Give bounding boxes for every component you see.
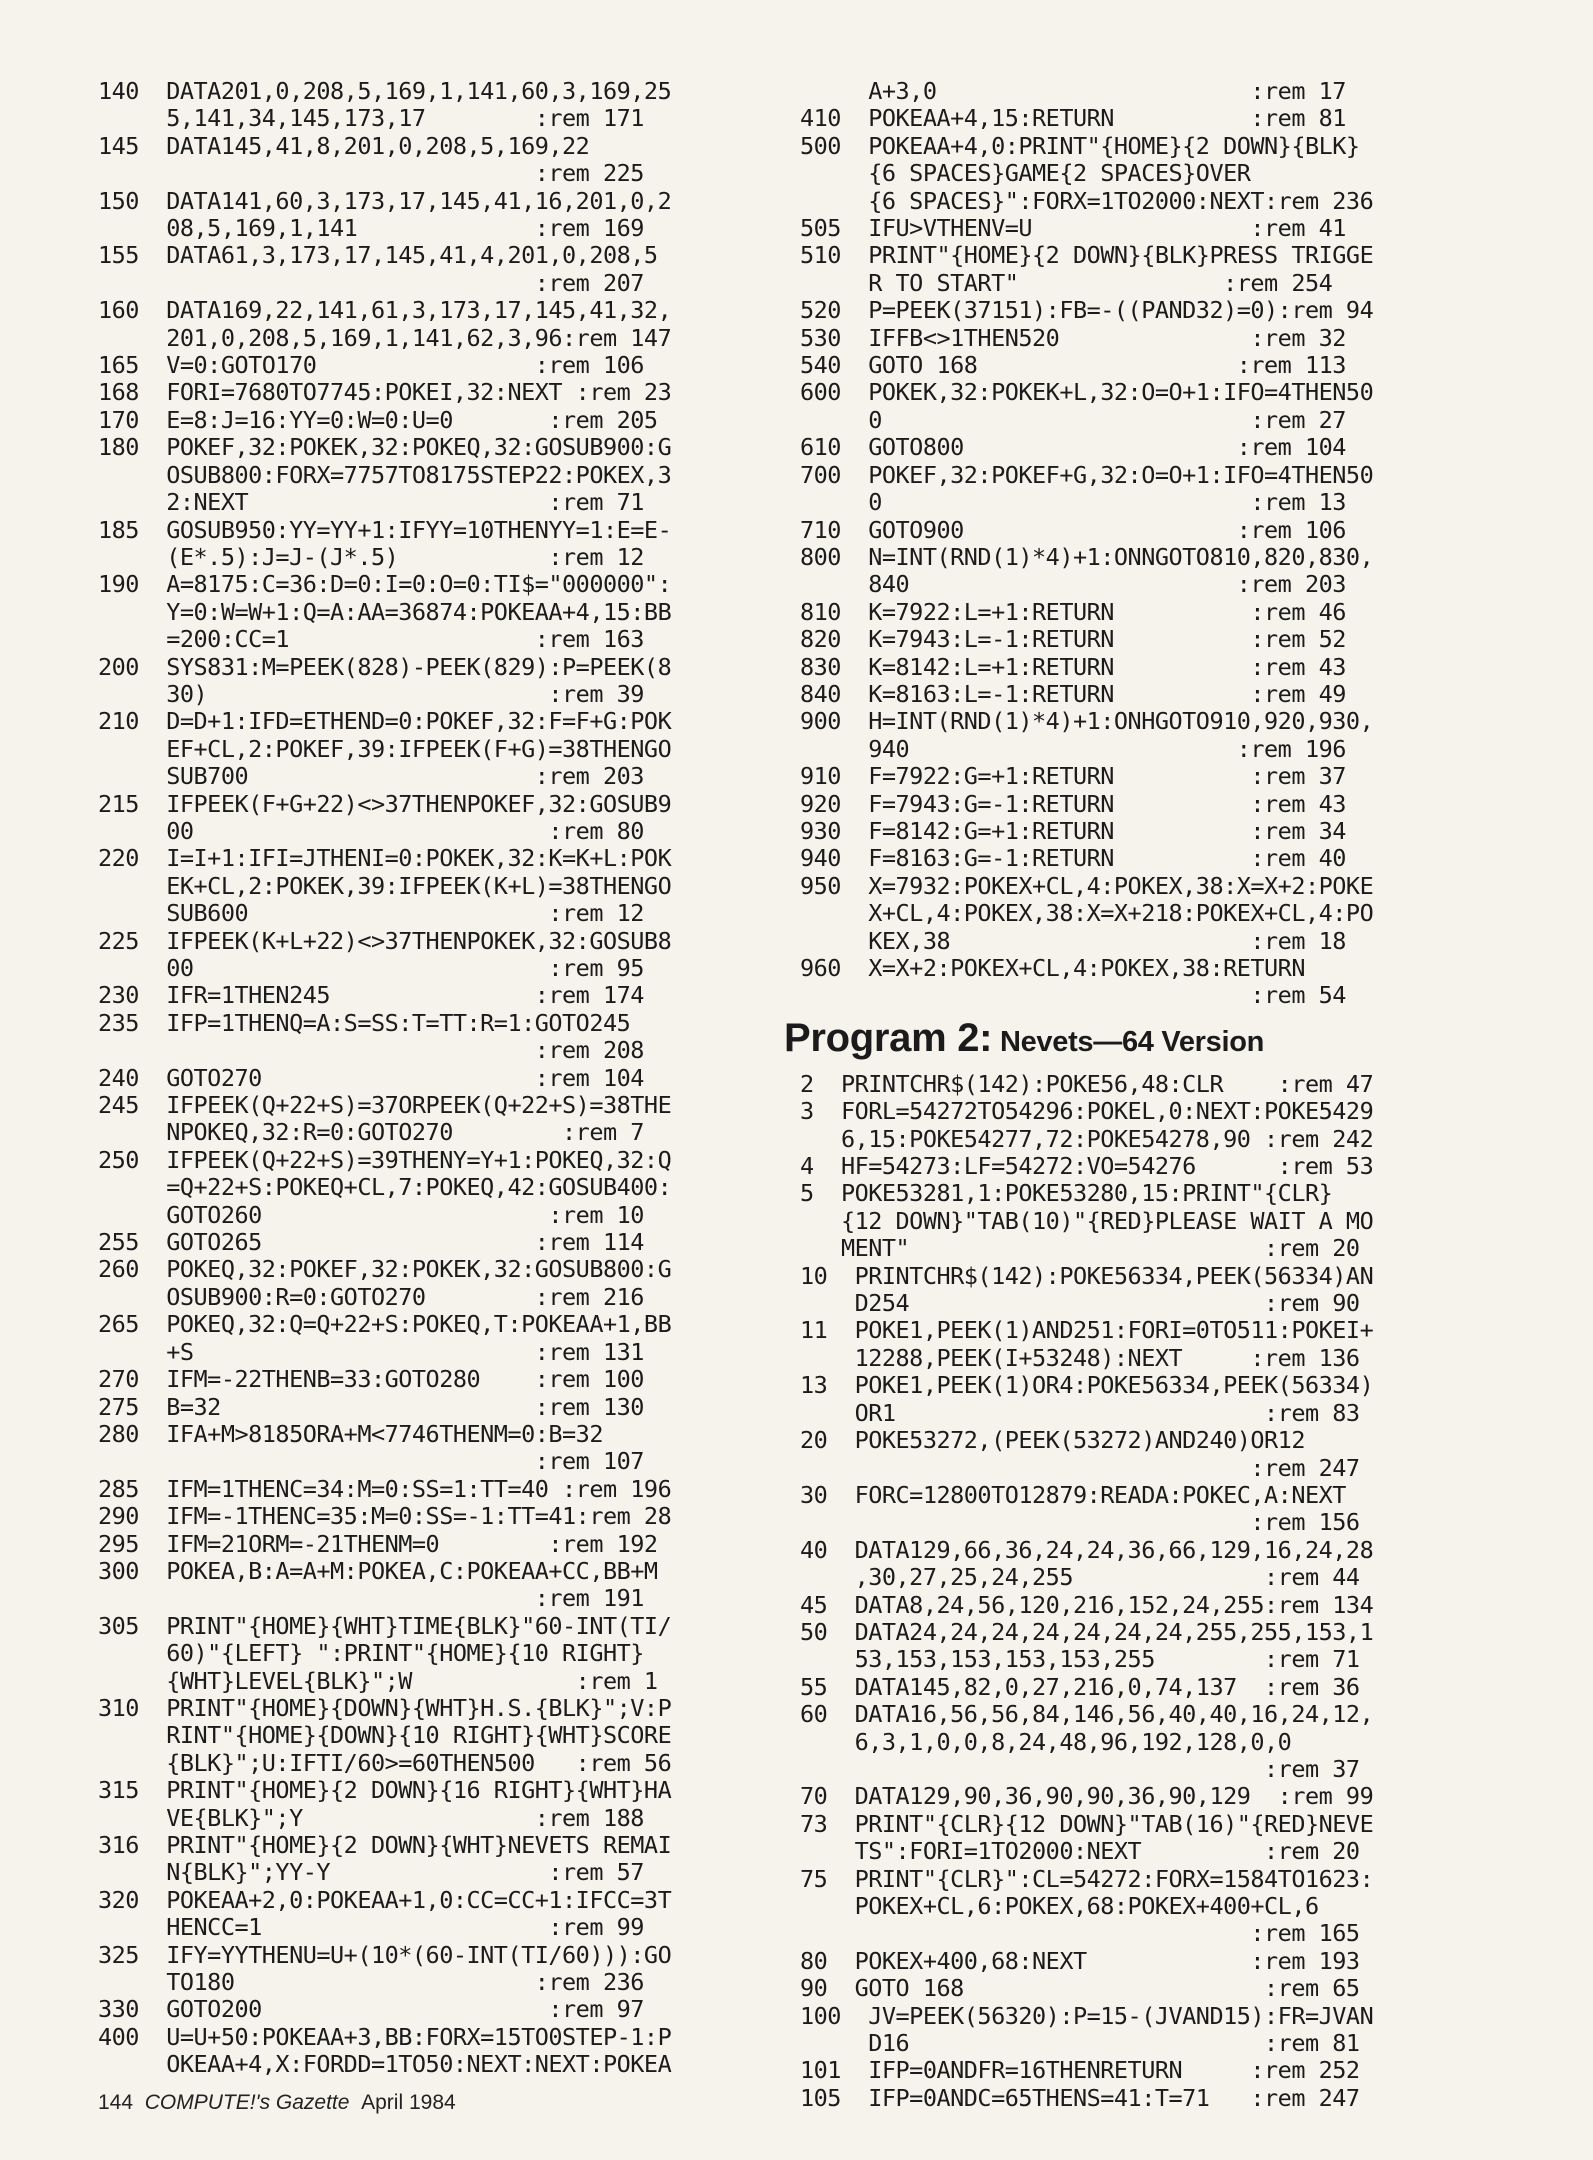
code-line: :rem 247	[800, 1453, 1360, 1482]
code-line: =200:CC=1 :rem 163	[98, 625, 644, 654]
code-line: 140 DATA201,0,208,5,169,1,141,60,3,169,25	[98, 77, 672, 105]
code-line: 2 PRINTCHR$(142):POKE56,48:CLR :rem 47	[800, 1069, 1374, 1098]
program-2-label: Program 2:	[784, 1015, 993, 1060]
code-line: 810 K=7922:L=+1:RETURN :rem 46	[800, 597, 1346, 626]
code-line: 60)"{LEFT} ":PRINT"{HOME}{10 RIGHT}	[98, 1639, 644, 1668]
code-line: =Q+22+S:POKEQ+CL,7:POKEQ,42:GOSUB400:	[98, 1173, 672, 1202]
code-line: 320 POKEAA+2,0:POKEAA+1,0:CC=CC+1:IFCC=3T	[98, 1885, 672, 1914]
code-line: 285 IFM=1THENC=34:M=0:SS=1:TT=40 :rem 196	[98, 1474, 672, 1503]
code-line: 3 FORL=54272TO54296:POKEL,0:NEXT:POKE5429	[800, 1097, 1374, 1126]
code-line: 235 IFP=1THENQ=A:S=SS:T=TT:R=1:GOTO245	[98, 1008, 631, 1037]
code-line: 290 IFM=-1THENC=35:M=0:SS=-1:TT=41:rem 28	[98, 1502, 672, 1531]
code-line: 840 :rem 203	[800, 570, 1346, 599]
code-line: :rem 37	[800, 1754, 1360, 1783]
code-line: POKEX+CL,6:POKEX,68:POKEX+400+CL,6	[800, 1892, 1319, 1920]
code-line: 910 F=7922:G=+1:RETURN :rem 37	[800, 762, 1346, 791]
code-line: 610 GOTO800 :rem 104	[800, 433, 1346, 462]
code-line: {WHT}LEVEL{BLK}";W :rem 1	[98, 1666, 658, 1695]
code-line: 50 DATA24,24,24,24,24,24,24,255,255,153,1	[800, 1617, 1374, 1646]
code-line: :rem 107	[98, 1447, 644, 1476]
program-2-listing	[800, 1071, 1476, 2112]
code-line: 295 IFM=21ORM=-21THENM=0 :rem 192	[98, 1529, 658, 1558]
code-line: 180 POKEF,32:POKEK,32:POKEQ,32:GOSUB900:G	[98, 433, 672, 462]
code-line: 400 U=U+50:POKEAA+3,BB:FORX=15TO0STEP-1:P	[98, 2022, 672, 2051]
code-line: SUB600 :rem 12	[98, 899, 644, 928]
code-line: 710 GOTO900 :rem 106	[800, 515, 1346, 544]
code-line: 830 K=8142:L=+1:RETURN :rem 43	[800, 652, 1346, 681]
code-line: 840 K=8163:L=-1:RETURN :rem 49	[800, 679, 1346, 708]
code-line: 900 H=INT(RND(1)*4)+1:ONHGOTO910,920,930,	[800, 707, 1374, 736]
code-line: 155 DATA61,3,173,17,145,41,4,201,0,208,5	[98, 241, 658, 270]
code-line: 90 GOTO 168 :rem 65	[800, 1974, 1360, 2003]
code-line: 60 DATA16,56,56,84,146,56,40,40,16,24,12,	[800, 1700, 1374, 1729]
code-line: 100 JV=PEEK(56320):P=15-(JVAND15):FR=JVAN	[800, 2001, 1374, 2030]
code-line: 260 POKEQ,32:POKEF,32:POKEK,32:GOSUB800:G	[98, 1255, 672, 1284]
code-line: :rem 191	[98, 1584, 644, 1613]
code-line: TO180 :rem 236	[98, 1968, 644, 1997]
code-line: 00 :rem 80	[98, 816, 644, 845]
code-line: 510 PRINT"{HOME}{2 DOWN}{BLK}PRESS TRIGGE	[800, 241, 1374, 270]
code-line: SUB700 :rem 203	[98, 762, 644, 791]
code-line: MENT" :rem 20	[800, 1234, 1360, 1263]
code-line: 275 B=32 :rem 130	[98, 1392, 644, 1421]
program-2-heading	[784, 1016, 1476, 1061]
code-line: 0 :rem 27	[800, 405, 1346, 434]
code-line: 73 PRINT"{CLR}{12 DOWN}"TAB(16)"{RED}NEVE	[800, 1809, 1374, 1838]
code-line: 30) :rem 39	[98, 679, 644, 708]
code-line: 20 POKE53272,(PEEK(53272)AND240)OR12	[800, 1426, 1305, 1455]
program-1-listing-continued	[800, 78, 1476, 1010]
code-line: 210 D=D+1:IFD=ETHEND=0:POKEF,32:F=F+G:POK	[98, 707, 672, 736]
code-line: 600 POKEK,32:POKEK+L,32:O=O+1:IFO=4THEN50	[800, 378, 1374, 407]
code-line: +S :rem 131	[98, 1337, 644, 1366]
code-line: 70 DATA129,90,36,90,90,36,90,129 :rem 99	[800, 1782, 1374, 1811]
code-line: :rem 208	[98, 1036, 644, 1065]
code-line: OKEAA+4,X:FORDD=1TO50:NEXT:NEXT:POKEA	[98, 2050, 672, 2079]
code-line: 800 N=INT(RND(1)*4)+1:ONNGOTO810,820,830,	[800, 542, 1374, 571]
code-line: VE{BLK}";Y :rem 188	[98, 1803, 644, 1832]
code-line: 145 DATA145,41,8,201,0,208,5,169,22	[98, 131, 590, 160]
code-line: 305 PRINT"{HOME}{WHT}TIME{BLK}"60-INT(TI/	[98, 1611, 672, 1640]
code-line: 101 IFP=0ANDFR=16THENRETURN :rem 252	[800, 2056, 1360, 2085]
code-line: :rem 54	[800, 981, 1346, 1010]
code-line: 245 IFPEEK(Q+22+S)=37ORPEEK(Q+22+S)=38THE	[98, 1091, 672, 1120]
code-line: GOTO260 :rem 10	[98, 1200, 644, 1229]
issue-date: April 1984	[361, 2091, 456, 2114]
code-line: OSUB900:R=0:GOTO270 :rem 216	[98, 1282, 644, 1311]
code-line: 105 IFP=0ANDC=65THENS=41:T=71 :rem 247	[800, 2083, 1360, 2112]
code-line: 11 POKE1,PEEK(1)AND251:FORI=0TO511:POKEI+	[800, 1316, 1374, 1345]
code-line: {6 SPACES}":FORX=1TO2000:NEXT:rem 236	[800, 186, 1374, 215]
code-line: 255 GOTO265 :rem 114	[98, 1228, 644, 1257]
code-line: D254 :rem 90	[800, 1289, 1360, 1318]
code-line: 215 IFPEEK(F+G+22)<>37THENPOKEF,32:GOSUB9	[98, 789, 672, 818]
code-line: 53,153,153,153,153,255 :rem 71	[800, 1645, 1360, 1674]
code-line: 201,0,208,5,169,1,141,62,3,96:rem 147	[98, 323, 672, 352]
code-line: :rem 225	[98, 159, 644, 188]
code-line: 300 POKEA,B:A=A+M:POKEA,C:POKEAA+CC,BB+M	[98, 1556, 658, 1585]
code-line: HENCC=1 :rem 99	[98, 1913, 644, 1942]
code-line: 190 A=8175:C=36:D=0:I=0:O=0:TI$="000000":	[98, 570, 672, 599]
code-line: 10 PRINTCHR$(142):POKE56334,PEEK(56334)AN	[800, 1261, 1374, 1290]
code-line: NPOKEQ,32:R=0:GOTO270 :rem 7	[98, 1118, 644, 1147]
page-footer	[98, 2091, 456, 2115]
code-line: 330 GOTO200 :rem 97	[98, 1995, 644, 2024]
code-line: 13 POKE1,PEEK(1)OR4:POKE56334,PEEK(56334)	[800, 1371, 1374, 1400]
code-line: 270 IFM=-22THENB=33:GOTO280 :rem 100	[98, 1365, 644, 1394]
code-line: Y=0:W=W+1:Q=A:AA=36874:POKEAA+4,15:BB	[98, 597, 672, 626]
right-column	[784, 77, 1476, 2112]
code-line: 75 PRINT"{CLR}":CL=54272:FORX=1584TO1623:	[800, 1864, 1374, 1893]
code-line: 160 DATA169,22,141,61,3,173,17,145,41,32,	[98, 296, 672, 325]
code-line: 920 F=7943:G=-1:RETURN :rem 43	[800, 789, 1346, 818]
page-number: 144	[98, 2091, 134, 2114]
code-line: 316 PRINT"{HOME}{2 DOWN}{WHT}NEVETS REMAI	[98, 1831, 672, 1859]
code-line: 55 DATA145,82,0,27,216,0,74,137 :rem 36	[800, 1672, 1360, 1701]
code-line: {12 DOWN}"TAB(10)"{RED}PLEASE WAIT A MO	[800, 1206, 1374, 1235]
code-line: N{BLK}";YY-Y :rem 57	[98, 1858, 644, 1887]
code-line: 200 SYS831:M=PEEK(828)-PEEK(829):P=PEEK(8	[98, 652, 672, 681]
code-line: D16 :rem 81	[800, 2029, 1360, 2058]
code-line: 170 E=8:J=16:YY=0:W=0:U=0 :rem 205	[98, 405, 658, 434]
code-line: 5,141,34,145,173,17 :rem 171	[98, 104, 644, 133]
code-line: 410 POKEAA+4,15:RETURN :rem 81	[800, 104, 1346, 133]
code-line: 820 K=7943:L=-1:RETURN :rem 52	[800, 625, 1346, 654]
code-line: 40 DATA129,66,36,24,24,36,66,129,16,24,28	[800, 1535, 1374, 1564]
program-2-subtitle: Nevets—64 Version	[992, 1025, 1265, 1058]
code-line: TS":FORI=1TO2000:NEXT :rem 20	[800, 1837, 1360, 1866]
code-line: 30 FORC=12800TO12879:READA:POKEC,A:NEXT	[800, 1480, 1346, 1509]
code-line: :rem 156	[800, 1508, 1360, 1537]
code-line: 940 F=8163:G=-1:RETURN :rem 40	[800, 844, 1346, 873]
code-line: 240 GOTO270 :rem 104	[98, 1063, 644, 1092]
code-line: :rem 207	[98, 268, 644, 297]
code-line: 315 PRINT"{HOME}{2 DOWN}{16 RIGHT}{WHT}HA	[98, 1776, 672, 1805]
code-line: 150 DATA141,60,3,173,17,145,41,16,201,0,2	[98, 186, 672, 215]
code-line: {BLK}";U:IFTI/60>=60THEN500 :rem 56	[98, 1748, 672, 1777]
code-line: (E*.5):J=J-(J*.5) :rem 12	[98, 542, 644, 571]
code-line: 230 IFR=1THEN245 :rem 174	[98, 981, 644, 1010]
code-line: 165 V=0:GOTO170 :rem 106	[98, 351, 644, 380]
code-line: R TO START" :rem 254	[800, 268, 1333, 297]
code-line: 45 DATA8,24,56,120,216,152,24,255:rem 134	[800, 1590, 1374, 1619]
code-line: :rem 165	[800, 1919, 1360, 1948]
code-line: {6 SPACES}GAME{2 SPACES}OVER	[800, 159, 1251, 188]
code-line: EF+CL,2:POKEF,39:IFPEEK(F+G)=38THENGO	[98, 734, 672, 763]
code-line: 5 POKE53281,1:POKE53280,15:PRINT"{CLR}	[800, 1179, 1333, 1208]
code-line: 6,15:POKE54277,72:POKE54278,90 :rem 242	[800, 1124, 1374, 1153]
code-line: 700 POKEF,32:POKEF+G,32:O=O+1:IFO=4THEN50	[800, 460, 1374, 489]
code-line: 940 :rem 196	[800, 734, 1346, 763]
code-line: EK+CL,2:POKEK,39:IFPEEK(K+L)=38THENGO	[98, 871, 672, 900]
code-line: 530 IFFB<>1THEN520 :rem 32	[800, 323, 1346, 352]
code-line: 310 PRINT"{HOME}{DOWN}{WHT}H.S.{BLK}";V:P	[98, 1693, 672, 1722]
code-line: 505 IFU>VTHENV=U :rem 41	[800, 214, 1346, 243]
code-line: 250 IFPEEK(Q+22+S)=39THENY=Y+1:POKEQ,32:Q	[98, 1145, 672, 1174]
code-line: 185 GOSUB950:YY=YY+1:IFYY=10THENYY=1:E=E-	[98, 515, 672, 544]
code-line: 280 IFA+M>8185ORA+M<7746THENM=0:B=32	[98, 1419, 603, 1448]
code-line: X+CL,4:POKEX,38:X=X+218:POKEX+CL,4:PO	[800, 899, 1374, 928]
code-line: 00 :rem 95	[98, 954, 644, 982]
code-line: KEX,38 :rem 18	[800, 926, 1346, 955]
code-line: 80 POKEX+400,68:NEXT :rem 193	[800, 1946, 1360, 1975]
code-line: 225 IFPEEK(K+L+22)<>37THENPOKEK,32:GOSUB8	[98, 926, 672, 955]
code-line: 265 POKEQ,32:Q=Q+22+S:POKEQ,T:POKEAA+1,BB	[98, 1310, 672, 1339]
code-line: 2:NEXT :rem 71	[98, 488, 644, 517]
code-line: 325 IFY=YYTHENU=U+(10*(60-INT(TI/60))):GO	[98, 1940, 672, 1969]
code-line: 930 F=8142:G=+1:RETURN :rem 34	[800, 816, 1346, 845]
code-line: A+3,0 :rem 17	[800, 77, 1346, 105]
code-line: 4 HF=54273:LF=54272:VO=54276 :rem 53	[800, 1152, 1374, 1181]
code-line: ,30,27,25,24,255 :rem 44	[800, 1563, 1360, 1592]
code-line: OR1 :rem 83	[800, 1398, 1360, 1427]
magazine-name: COMPUTE!'s Gazette	[144, 2091, 350, 2114]
code-line: 08,5,169,1,141 :rem 169	[98, 214, 644, 243]
code-line: 950 X=7932:POKEX+CL,4:POKEX,38:X=X+2:POKE	[800, 871, 1374, 900]
code-line: 500 POKEAA+4,0:PRINT"{HOME}{2 DOWN}{BLK}	[800, 131, 1360, 160]
code-line: 220 I=I+1:IFI=JTHENI=0:POKEK,32:K=K+L:POK	[98, 844, 672, 873]
code-line: 12288,PEEK(I+53248):NEXT :rem 136	[800, 1343, 1360, 1372]
code-line: 540 GOTO 168 :rem 113	[800, 351, 1346, 380]
code-line: 168 FORI=7680TO7745:POKEI,32:NEXT :rem 23	[98, 378, 672, 407]
code-line: 0 :rem 13	[800, 488, 1346, 517]
code-line: 520 P=PEEK(37151):FB=-((PAND32)=0):rem 94	[800, 296, 1374, 325]
code-line: OSUB800:FORX=7757TO8175STEP22:POKEX,3	[98, 460, 672, 489]
code-line: RINT"{HOME}{DOWN}{10 RIGHT}{WHT}SCORE	[98, 1721, 672, 1750]
left-listing-column	[98, 78, 763, 2079]
code-line: 960 X=X+2:POKEX+CL,4:POKEX,38:RETURN	[800, 954, 1305, 982]
code-line: 6,3,1,0,0,8,24,48,96,192,128,0,0	[800, 1727, 1292, 1756]
